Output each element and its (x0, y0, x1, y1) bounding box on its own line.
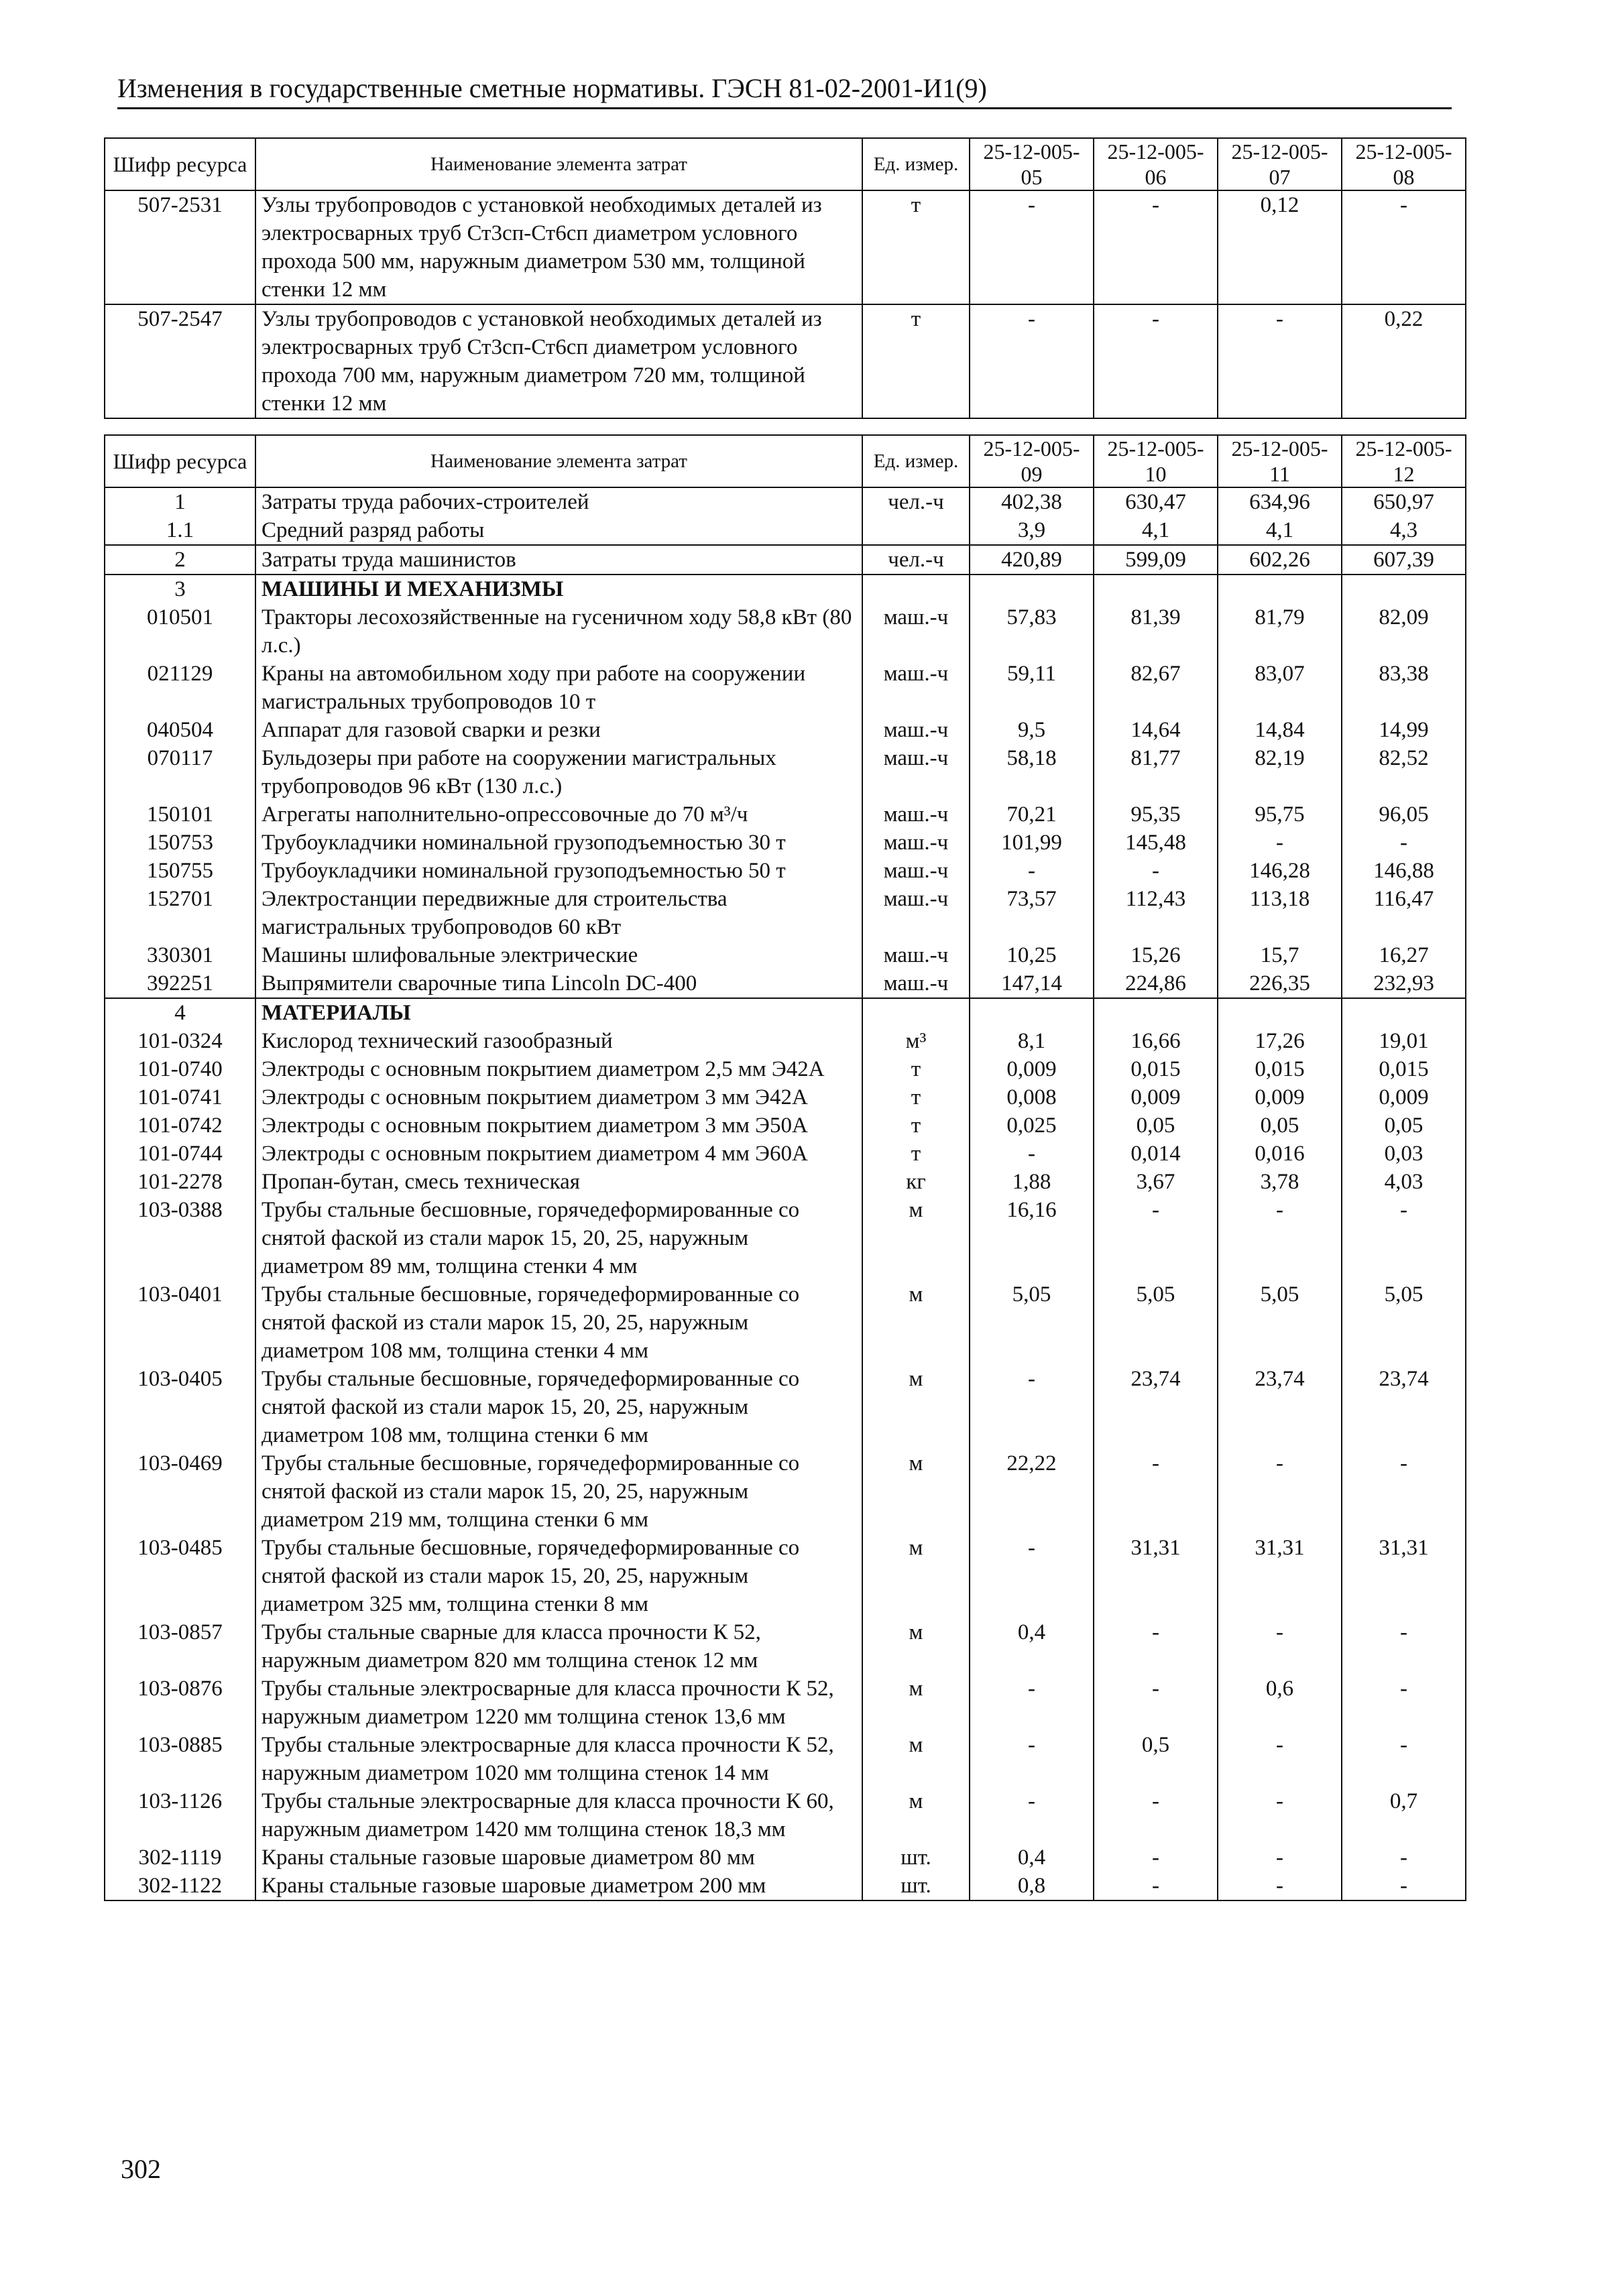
value-cell: - (970, 304, 1094, 418)
value-cell: 19,01 (1342, 1027, 1466, 1055)
table-row (105, 1731, 1466, 1787)
resource-name-cell: Трубы стальные электросварные для класса прочности К 52, наружным диаметром 1220 мм толщина стенок 13,6 мм (255, 1675, 862, 1731)
value-cell: 0,025 (970, 1111, 1094, 1140)
value-cell (970, 998, 1094, 1027)
table-row (105, 1111, 1466, 1140)
table-row (105, 1196, 1466, 1280)
value-cell: - (1094, 1196, 1218, 1280)
unit-cell: маш.-ч (862, 857, 970, 885)
unit-cell (862, 516, 970, 545)
unit-cell: м³ (862, 1027, 970, 1055)
value-cell: 57,83 (970, 603, 1094, 660)
value-cell: - (1342, 1731, 1466, 1787)
value-cell: - (1218, 1731, 1342, 1787)
value-cell: - (1218, 1872, 1342, 1900)
table-row (105, 190, 1466, 304)
value-cell: 402,38 (970, 487, 1094, 516)
value-cell: 82,09 (1342, 603, 1466, 660)
header-norm-1: 25-12-005-05 (970, 138, 1094, 190)
table-row (105, 885, 1466, 941)
resource-name-cell: Трубы стальные электросварные для класса прочности К 52, наружным диаметром 1020 мм толщина стенок 14 мм (255, 1731, 862, 1787)
value-cell: 82,67 (1094, 660, 1218, 716)
table-row (105, 1534, 1466, 1618)
unit-cell: т (862, 1055, 970, 1083)
resource-code-cell: 101-0744 (105, 1140, 255, 1168)
value-cell: 81,79 (1218, 603, 1342, 660)
resource-code-cell: 010501 (105, 603, 255, 660)
resource-name-cell: Машины шлифовальные электрические (255, 941, 862, 969)
resource-name-cell: Электростанции передвижные для строительства магистральных трубопроводов 60 кВт (255, 885, 862, 941)
resource-code-cell: 2 (105, 545, 255, 575)
resource-name-cell: Краны стальные газовые шаровые диаметром 80 мм (255, 1844, 862, 1872)
value-cell: - (1094, 304, 1218, 418)
unit-cell: м (862, 1787, 970, 1844)
value-cell: - (1342, 1196, 1466, 1280)
resource-name-cell: Трубы стальные бесшовные, горячедеформированные со снятой фаской из стали марок 15, 20, 25, наружным диаметром 89 мм, толщина стенки 4 мм (255, 1196, 862, 1280)
unit-cell (862, 998, 970, 1027)
resource-name-cell: Затраты труда машинистов (255, 545, 862, 575)
value-cell: - (970, 1731, 1094, 1787)
value-cell: 634,96 (1218, 487, 1342, 516)
resource-name-cell: Трубы стальные электросварные для класса прочности К 60, наружным диаметром 1420 мм толщина стенок 18,3 мм (255, 1787, 862, 1844)
unit-cell: т (862, 304, 970, 418)
unit-cell: м (862, 1675, 970, 1731)
resource-name-cell: Тракторы лесохозяйственные на гусеничном ходу 58,8 кВт (80 л.с.) (255, 603, 862, 660)
resource-code-cell: 103-0857 (105, 1618, 255, 1675)
unit-cell: м (862, 1449, 970, 1534)
header-norm-4: 25-12-005-12 (1342, 435, 1466, 487)
resource-code-cell: 040504 (105, 716, 255, 744)
value-cell: - (1094, 1449, 1218, 1534)
value-cell: 0,05 (1342, 1111, 1466, 1140)
table-row (105, 1280, 1466, 1365)
value-cell: 145,48 (1094, 829, 1218, 857)
unit-cell: м (862, 1731, 970, 1787)
value-cell: 5,05 (1218, 1280, 1342, 1365)
value-cell: 0,4 (970, 1844, 1094, 1872)
resource-code-cell: 101-2278 (105, 1168, 255, 1196)
unit-cell: м (862, 1365, 970, 1449)
resource-name-cell: Электроды с основным покрытием диаметром 3 мм Э42А (255, 1083, 862, 1111)
value-cell: 0,05 (1218, 1111, 1342, 1140)
unit-cell: чел.-ч (862, 487, 970, 516)
value-cell: 0,22 (1342, 304, 1466, 418)
resource-code-cell: 101-0741 (105, 1083, 255, 1111)
value-cell: 59,11 (970, 660, 1094, 716)
resource-name-cell: Средний разряд работы (255, 516, 862, 545)
table-row (105, 829, 1466, 857)
resource-name-cell: Краны на автомобильном ходу при работе на сооружении магистральных трубопроводов 10 т (255, 660, 862, 716)
unit-cell: м (862, 1534, 970, 1618)
value-cell: 112,43 (1094, 885, 1218, 941)
unit-cell: м (862, 1280, 970, 1365)
header-name: Наименование элемента затрат (255, 138, 862, 190)
table-row (105, 1365, 1466, 1449)
resource-code-cell: 302-1119 (105, 1844, 255, 1872)
unit-cell (862, 575, 970, 603)
value-cell: 15,26 (1094, 941, 1218, 969)
value-cell: 83,07 (1218, 660, 1342, 716)
header-code: Шифр ресурса (105, 138, 255, 190)
resource-table-2 (104, 434, 1466, 1901)
value-cell: - (1094, 1618, 1218, 1675)
table-row (105, 487, 1466, 516)
table-row (105, 716, 1466, 744)
table-row (105, 1083, 1466, 1111)
table-row (105, 516, 1466, 545)
value-cell: 5,05 (970, 1280, 1094, 1365)
resource-name-cell: Краны стальные газовые шаровые диаметром 200 мм (255, 1872, 862, 1900)
resource-code-cell: 103-0401 (105, 1280, 255, 1365)
unit-cell: м (862, 1196, 970, 1280)
value-cell: 0,008 (970, 1083, 1094, 1111)
value-cell (1094, 998, 1218, 1027)
resource-code-cell: 103-0469 (105, 1449, 255, 1534)
value-cell: 1,88 (970, 1168, 1094, 1196)
resource-name-cell: Агрегаты наполнительно-опрессовочные до 70 м³/ч (255, 800, 862, 829)
value-cell: 0,05 (1094, 1111, 1218, 1140)
value-cell: 630,47 (1094, 487, 1218, 516)
resource-name-cell: Трубы стальные бесшовные, горячедеформированные со снятой фаской из стали марок 15, 20, 25, наружным диаметром 108 мм, толщина стенки 4 мм (255, 1280, 862, 1365)
table-row (105, 744, 1466, 800)
value-cell: - (970, 190, 1094, 304)
table-row (105, 304, 1466, 418)
value-cell: - (970, 1140, 1094, 1168)
resource-name-cell: Электроды с основным покрытием диаметром 4 мм Э60А (255, 1140, 862, 1168)
header-norm-2: 25-12-005-06 (1094, 138, 1218, 190)
table-row (105, 1675, 1466, 1731)
unit-cell: шт. (862, 1844, 970, 1872)
value-cell (1094, 575, 1218, 603)
value-cell: 14,84 (1218, 716, 1342, 744)
resource-code-cell: 3 (105, 575, 255, 603)
unit-cell: маш.-ч (862, 941, 970, 969)
resource-code-cell: 103-0485 (105, 1534, 255, 1618)
value-cell: 0,015 (1094, 1055, 1218, 1083)
table-row (105, 1872, 1466, 1900)
value-cell: 96,05 (1342, 800, 1466, 829)
value-cell: - (1342, 1844, 1466, 1872)
value-cell: 3,67 (1094, 1168, 1218, 1196)
resource-code-cell: 507-2531 (105, 190, 255, 304)
value-cell (1218, 575, 1342, 603)
unit-cell: маш.-ч (862, 744, 970, 800)
value-cell: 101,99 (970, 829, 1094, 857)
table-header-row (105, 138, 1466, 190)
value-cell: 4,3 (1342, 516, 1466, 545)
value-cell: 16,66 (1094, 1027, 1218, 1055)
unit-cell: т (862, 1111, 970, 1140)
value-cell: 116,47 (1342, 885, 1466, 941)
table-row (105, 998, 1466, 1027)
value-cell: 95,75 (1218, 800, 1342, 829)
unit-cell: маш.-ч (862, 660, 970, 716)
value-cell: 31,31 (1094, 1534, 1218, 1618)
header-norm-3: 25-12-005-11 (1218, 435, 1342, 487)
table-row (105, 969, 1466, 998)
resource-code-cell: 021129 (105, 660, 255, 716)
value-cell: - (1094, 1787, 1218, 1844)
value-cell: 3,78 (1218, 1168, 1342, 1196)
value-cell: 226,35 (1218, 969, 1342, 998)
value-cell: 23,74 (1218, 1365, 1342, 1449)
value-cell: 81,39 (1094, 603, 1218, 660)
value-cell: - (1218, 1844, 1342, 1872)
value-cell: 5,05 (1342, 1280, 1466, 1365)
value-cell: - (1218, 304, 1342, 418)
table-row (105, 857, 1466, 885)
value-cell: 58,18 (970, 744, 1094, 800)
resource-code-cell: 302-1122 (105, 1872, 255, 1900)
value-cell: 95,35 (1094, 800, 1218, 829)
value-cell: - (970, 1787, 1094, 1844)
header-norm-1: 25-12-005-09 (970, 435, 1094, 487)
value-cell: 0,016 (1218, 1140, 1342, 1168)
header-norm-2: 25-12-005-10 (1094, 435, 1218, 487)
header-name: Наименование элемента затрат (255, 435, 862, 487)
document-header: Изменения в государственные сметные нормативы. ГЭСН 81-02-2001-И1(9) (117, 72, 1452, 109)
resource-name-cell: Трубоукладчики номинальной грузоподъемностью 30 т (255, 829, 862, 857)
resource-code-cell: 330301 (105, 941, 255, 969)
resource-code-cell: 1.1 (105, 516, 255, 545)
value-cell: - (1342, 1872, 1466, 1900)
value-cell: - (1094, 1872, 1218, 1900)
resource-name-cell: Трубы стальные сварные для класса прочности К 52, наружным диаметром 820 мм толщина стенок 12 мм (255, 1618, 862, 1675)
unit-cell: шт. (862, 1872, 970, 1900)
value-cell: - (1218, 1196, 1342, 1280)
table-row (105, 1787, 1466, 1844)
table-row (105, 1027, 1466, 1055)
page-number: 302 (121, 2154, 161, 2184)
value-cell: 650,97 (1342, 487, 1466, 516)
header-unit: Ед. измер. (862, 435, 970, 487)
value-cell: - (1094, 190, 1218, 304)
value-cell: 0,009 (1342, 1083, 1466, 1111)
value-cell: 3,9 (970, 516, 1094, 545)
value-cell: - (970, 1534, 1094, 1618)
table-row (105, 545, 1466, 575)
header-unit: Ед. измер. (862, 138, 970, 190)
resource-code-cell: 103-0876 (105, 1675, 255, 1731)
value-cell: 0,8 (970, 1872, 1094, 1900)
value-cell: 22,22 (970, 1449, 1094, 1534)
value-cell: 81,77 (1094, 744, 1218, 800)
value-cell: - (970, 1365, 1094, 1449)
value-cell: 16,16 (970, 1196, 1094, 1280)
value-cell: 0,015 (1342, 1055, 1466, 1083)
resource-code-cell: 103-1126 (105, 1787, 255, 1844)
unit-cell: м (862, 1618, 970, 1675)
value-cell: - (970, 857, 1094, 885)
resource-name-cell: Кислород технический газообразный (255, 1027, 862, 1055)
resource-name-cell: Затраты труда рабочих-строителей (255, 487, 862, 516)
value-cell: 31,31 (1218, 1534, 1342, 1618)
value-cell: 0,5 (1094, 1731, 1218, 1787)
value-cell: 0,009 (1094, 1083, 1218, 1111)
table-row (105, 1055, 1466, 1083)
value-cell: 599,09 (1094, 545, 1218, 575)
value-cell: - (1342, 1618, 1466, 1675)
value-cell (970, 575, 1094, 603)
value-cell: 82,52 (1342, 744, 1466, 800)
unit-cell: чел.-ч (862, 545, 970, 575)
value-cell (1218, 998, 1342, 1027)
resource-name-cell: Аппарат для газовой сварки и резки (255, 716, 862, 744)
resource-code-cell: 1 (105, 487, 255, 516)
value-cell: - (970, 1675, 1094, 1731)
value-cell: 0,12 (1218, 190, 1342, 304)
value-cell: 10,25 (970, 941, 1094, 969)
value-cell: 5,05 (1094, 1280, 1218, 1365)
header-code: Шифр ресурса (105, 435, 255, 487)
value-cell: 31,31 (1342, 1534, 1466, 1618)
resource-code-cell: 101-0324 (105, 1027, 255, 1055)
value-cell: 232,93 (1342, 969, 1466, 998)
table-header-row (105, 435, 1466, 487)
value-cell: 4,1 (1218, 516, 1342, 545)
resource-code-cell: 152701 (105, 885, 255, 941)
value-cell: 146,28 (1218, 857, 1342, 885)
resource-code-cell: 392251 (105, 969, 255, 998)
value-cell: - (1094, 857, 1218, 885)
value-cell: 0,7 (1342, 1787, 1466, 1844)
value-cell: - (1218, 1449, 1342, 1534)
resource-name-cell: Узлы трубопроводов с установкой необходимых деталей из электросварных труб Ст3сп-Ст6сп диаметром условного прохода 700 мм, наружным диаметром 720 мм, толщиной стенки 12 мм (255, 304, 862, 418)
resource-name-cell: Пропан-бутан, смесь техническая (255, 1168, 862, 1196)
unit-cell: т (862, 1083, 970, 1111)
resource-code-cell: 150101 (105, 800, 255, 829)
value-cell: 4,1 (1094, 516, 1218, 545)
resource-name-cell: Электроды с основным покрытием диаметром 2,5 мм Э42А (255, 1055, 862, 1083)
resource-name-cell: Бульдозеры при работе на сооружении магистральных трубопроводов 96 кВт (130 л.с.) (255, 744, 862, 800)
value-cell: 0,014 (1094, 1140, 1218, 1168)
value-cell: - (1342, 190, 1466, 304)
value-cell: 15,7 (1218, 941, 1342, 969)
value-cell: 0,6 (1218, 1675, 1342, 1731)
value-cell: 14,99 (1342, 716, 1466, 744)
value-cell: - (1094, 1675, 1218, 1731)
value-cell: 420,89 (970, 545, 1094, 575)
header-norm-4: 25-12-005-08 (1342, 138, 1466, 190)
table-row (105, 1168, 1466, 1196)
value-cell: - (1342, 1675, 1466, 1731)
unit-cell: маш.-ч (862, 716, 970, 744)
unit-cell: кг (862, 1168, 970, 1196)
resource-name-cell: Трубоукладчики номинальной грузоподъемностью 50 т (255, 857, 862, 885)
unit-cell: т (862, 1140, 970, 1168)
resource-code-cell: 070117 (105, 744, 255, 800)
value-cell: - (1218, 1618, 1342, 1675)
value-cell: 83,38 (1342, 660, 1466, 716)
value-cell: 14,64 (1094, 716, 1218, 744)
resource-code-cell: 103-0885 (105, 1731, 255, 1787)
unit-cell: маш.-ч (862, 603, 970, 660)
resource-name-cell: Электроды с основным покрытием диаметром 3 мм Э50А (255, 1111, 862, 1140)
value-cell: - (1342, 1449, 1466, 1534)
resource-code-cell: 507-2547 (105, 304, 255, 418)
resource-name-cell: Узлы трубопроводов с установкой необходимых деталей из электросварных труб Ст3сп-Ст6сп диаметром условного прохода 500 мм, наружным диаметром 530 мм, толщиной стенки 12 мм (255, 190, 862, 304)
value-cell: 0,009 (1218, 1083, 1342, 1111)
value-cell: 224,86 (1094, 969, 1218, 998)
resource-code-cell: 103-0388 (105, 1196, 255, 1280)
unit-cell: т (862, 190, 970, 304)
value-cell: - (1094, 1844, 1218, 1872)
resource-name-cell: Трубы стальные бесшовные, горячедеформированные со снятой фаской из стали марок 15, 20, 25, наружным диаметром 325 мм, толщина стенки 8 мм (255, 1534, 862, 1618)
unit-cell: маш.-ч (862, 885, 970, 941)
resource-name-cell: МАТЕРИАЛЫ (255, 998, 862, 1027)
value-cell: 0,4 (970, 1618, 1094, 1675)
table-row (105, 1844, 1466, 1872)
value-cell: 17,26 (1218, 1027, 1342, 1055)
resource-name-cell: Трубы стальные бесшовные, горячедеформированные со снятой фаской из стали марок 15, 20, 25, наружным диаметром 108 мм, толщина стенки 6 мм (255, 1365, 862, 1449)
table-row (105, 1618, 1466, 1675)
value-cell (1342, 998, 1466, 1027)
value-cell: 0,03 (1342, 1140, 1466, 1168)
value-cell: 82,19 (1218, 744, 1342, 800)
resource-code-cell: 101-0740 (105, 1055, 255, 1083)
value-cell: 113,18 (1218, 885, 1342, 941)
value-cell: 73,57 (970, 885, 1094, 941)
resource-name-cell: Трубы стальные бесшовные, горячедеформированные со снятой фаской из стали марок 15, 20, 25, наружным диаметром 219 мм, толщина стенки 6 мм (255, 1449, 862, 1534)
table-row (105, 800, 1466, 829)
resource-code-cell: 150753 (105, 829, 255, 857)
value-cell: 70,21 (970, 800, 1094, 829)
resource-table-1 (104, 137, 1466, 419)
table-row (105, 1449, 1466, 1534)
value-cell: 23,74 (1094, 1365, 1218, 1449)
value-cell: 4,03 (1342, 1168, 1466, 1196)
resource-code-cell: 150755 (105, 857, 255, 885)
value-cell: 607,39 (1342, 545, 1466, 575)
value-cell (1342, 575, 1466, 603)
table-row (105, 575, 1466, 603)
value-cell: 602,26 (1218, 545, 1342, 575)
value-cell: 147,14 (970, 969, 1094, 998)
table-row (105, 941, 1466, 969)
header-norm-3: 25-12-005-07 (1218, 138, 1342, 190)
value-cell: 146,88 (1342, 857, 1466, 885)
resource-name-cell: МАШИНЫ И МЕХАНИЗМЫ (255, 575, 862, 603)
value-cell: - (1342, 829, 1466, 857)
value-cell: 23,74 (1342, 1365, 1466, 1449)
value-cell: 16,27 (1342, 941, 1466, 969)
value-cell: - (1218, 1787, 1342, 1844)
table-row (105, 1140, 1466, 1168)
resource-code-cell: 4 (105, 998, 255, 1027)
value-cell: 0,009 (970, 1055, 1094, 1083)
resource-name-cell: Выпрямители сварочные типа Lincoln DC-400 (255, 969, 862, 998)
value-cell: 0,015 (1218, 1055, 1342, 1083)
value-cell: 9,5 (970, 716, 1094, 744)
unit-cell: маш.-ч (862, 800, 970, 829)
table-row (105, 660, 1466, 716)
resource-code-cell: 101-0742 (105, 1111, 255, 1140)
resource-code-cell: 103-0405 (105, 1365, 255, 1449)
table-row (105, 603, 1466, 660)
value-cell: 8,1 (970, 1027, 1094, 1055)
unit-cell: маш.-ч (862, 969, 970, 998)
value-cell: - (1218, 829, 1342, 857)
unit-cell: маш.-ч (862, 829, 970, 857)
